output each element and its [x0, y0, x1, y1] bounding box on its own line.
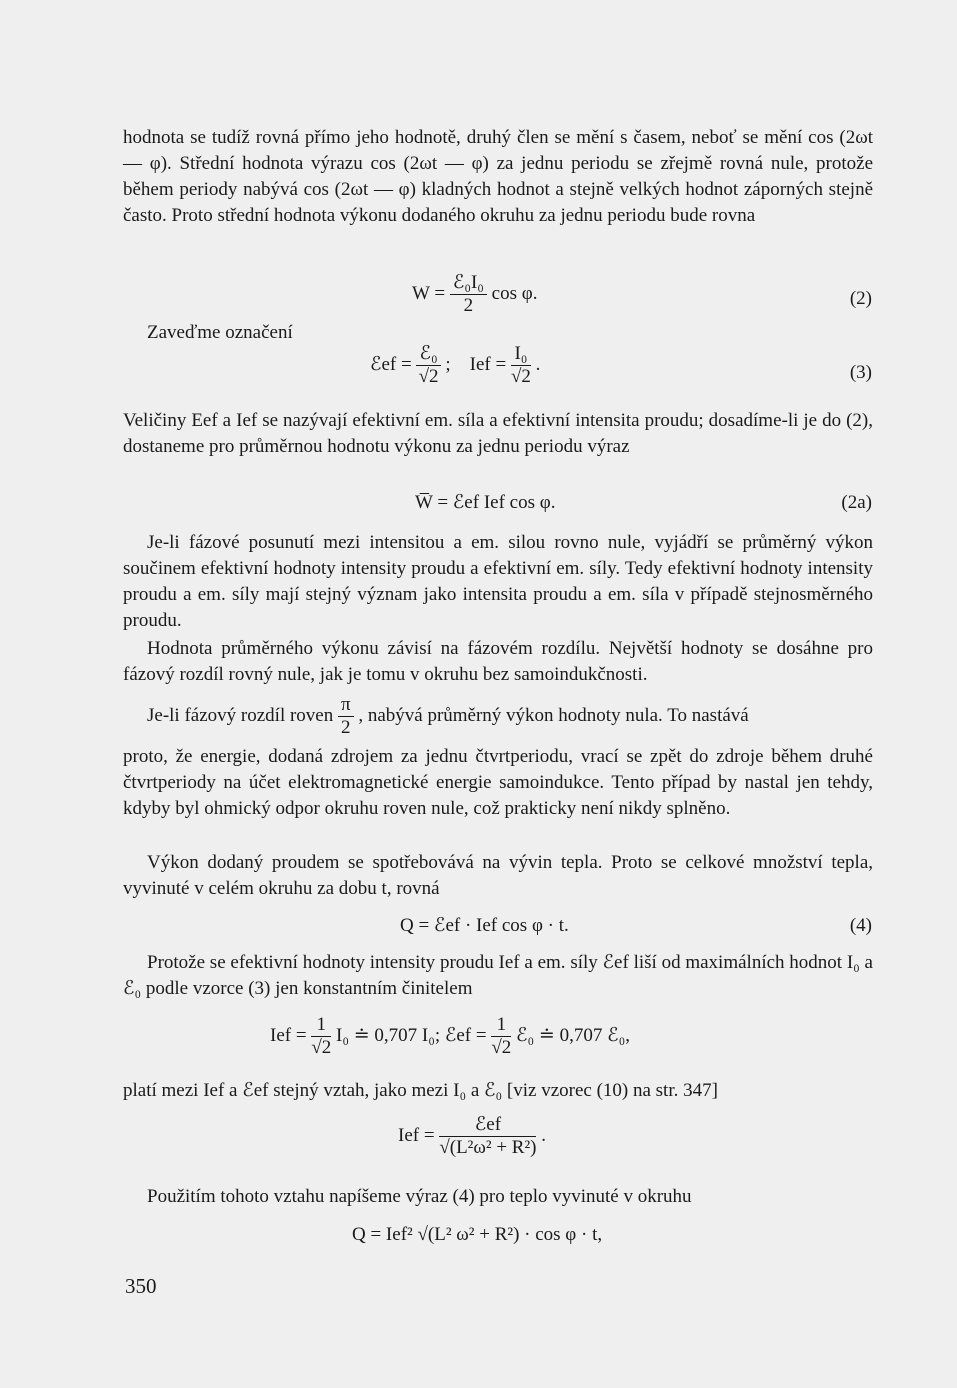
- eq2-denominator: 2: [463, 295, 474, 316]
- equation-2: [412, 272, 537, 317]
- eq3-number: (3): [849, 362, 872, 383]
- equation-5: [270, 1014, 630, 1059]
- paragraph-3: Je-li fázové posunutí mezi intensitou a em. silou rovno nule, vyjádří se průměrný výkon součinem efektivní hodnoty intensity proudu a efektivní em. síly. Tedy efektivní hodnoty intensity proudu a em. síly mají stejný význam jako intensita proudu a em. síla v případě stejnosměrného proudu.: [123, 532, 873, 631]
- eq4-number: (4): [849, 915, 872, 936]
- equation-2a: W̅ = ℰef Ief cos φ.: [415, 492, 556, 513]
- eq5-a-num: 1: [311, 1014, 331, 1037]
- eq5-b-fraction: [491, 1014, 511, 1059]
- eq5-b-num: 1: [491, 1014, 511, 1037]
- paragraph-7: Výkon dodaný proudem se spotřebovává na vývin tepla. Proto se celkové množství tepla, vyvinuté v celém okruhu za dobu t, rovná: [123, 852, 873, 899]
- eq2a-number: (2a): [841, 492, 872, 513]
- eq2-numerator: ℰ₀I₀: [450, 272, 487, 295]
- eq5-a-den: √2: [311, 1037, 332, 1058]
- para5-text-b: , nabývá průměrný výkon hodnoty nula. To nastává: [358, 704, 749, 726]
- eq6-fraction: [439, 1114, 536, 1159]
- paragraph-1: hodnota se tudíž rovná přímo jeho hodnotě, druhý člen se mění s časem, neboť se mění cos (2ωt — φ). Střední hodnota výrazu cos (2ωt — φ) za jednu periodu se zřejmě rovná nule, protože během periody nabývá cos (2ωt — φ) kladných hodnot a stejně velkých hodnot záporných stejně často. Proto střední hodnota výkonu dodaného okruhu za jednu periodu bude rovna: [123, 127, 873, 226]
- eq6-end: .: [541, 1124, 546, 1146]
- eq6-num: ℰef: [439, 1114, 536, 1137]
- equation-6: [398, 1114, 546, 1159]
- paragraph-4: Hodnota průměrného výkonu závisí na fázovém rozdílu. Největší hodnoty se dosáhne pro fázový rozdíl rovný nule, jak je tomu v okruhu bez samoindukčnosti.: [123, 638, 873, 685]
- eq5-b-lhs: ℰef =: [444, 1024, 487, 1046]
- eq2-number: (2): [849, 288, 872, 309]
- eq3-e-lhs: ℰef =: [370, 353, 412, 375]
- eq3-i-fraction: [511, 343, 531, 388]
- eq3-e-fraction: [416, 343, 440, 388]
- eq6-lhs: Ief =: [398, 1124, 435, 1146]
- eq5-b-den: √2: [491, 1037, 512, 1058]
- eq3-i-lhs: Ief =: [469, 353, 507, 375]
- eq3-e-numerator: ℰ₀: [416, 343, 440, 366]
- eq5-b-rhs: ℰ₀ ≐ 0,707 ℰ₀,: [516, 1024, 630, 1046]
- eq5-a-lhs: Ief =: [270, 1024, 307, 1046]
- eq3-i-numerator: I₀: [511, 343, 531, 366]
- equation-7: Q = Ief² √(L² ω² + R²) · cos φ · t,: [352, 1224, 603, 1245]
- eq3-end: .: [535, 353, 541, 375]
- paragraph-5: [147, 694, 873, 739]
- equation-4: Q = ℰef · Ief cos φ · t.: [400, 915, 569, 936]
- paragraph-2: Veličiny Eef a Ief se nazývají efektivní em. síla a efektivní intensita proudu; dosadíme-li je do (2), dostaneme pro průměrnou hodnotu výkonu za jednu periodu výraz: [123, 410, 873, 457]
- paragraph-10: Použitím tohoto vztahu napíšeme výraz (4) pro teplo vyvinuté v okruhu: [147, 1186, 692, 1207]
- page-number: 350: [125, 1274, 157, 1298]
- paragraph-8: Protože se efektivní hodnoty intensity proudu Ief a em. síly ℰef liší od maximálních hodnot I₀ a ℰ₀ podle vzorce (3) jen konstantním činitelem: [123, 952, 873, 999]
- eq6-den: √(L²ω² + R²): [439, 1137, 537, 1158]
- eq2-lhs: W =: [412, 282, 446, 304]
- eq5-a-fraction: [311, 1014, 331, 1059]
- eq5-a-rhs: I₀ ≐ 0,707 I₀;: [336, 1024, 441, 1046]
- equation-3: [370, 343, 540, 388]
- para5-frac-den: 2: [341, 717, 351, 738]
- eq3-separator: ;: [445, 353, 451, 375]
- eq2-fraction: [450, 272, 487, 317]
- eq2-rhs: cos φ.: [491, 282, 538, 304]
- para5-text-a: Je-li fázový rozdíl roven: [147, 704, 334, 726]
- eq3-e-denominator: √2: [418, 366, 439, 387]
- label-zavedme: Zaveďme označení: [147, 322, 293, 343]
- eq3-i-denominator: √2: [510, 366, 531, 387]
- para5-fraction: [338, 694, 354, 739]
- para5-frac-num: π: [338, 694, 354, 717]
- paragraph-6: proto, že energie, dodaná zdrojem za jednu čtvrtperiodu, vrací se zpět do zdroje během druhé čtvrtperiody na účet elektromagnetické energie samoindukce. Tento případ by nastal jen tehdy, kdyby byl ohmický odpor okruhu roven nule, což prakticky není nikdy splněno.: [123, 746, 873, 819]
- paragraph-9: platí mezi Ief a ℰef stejný vztah, jako mezi I₀ a ℰ₀ [viz vzorec (10) na str. 347]: [123, 1080, 718, 1101]
